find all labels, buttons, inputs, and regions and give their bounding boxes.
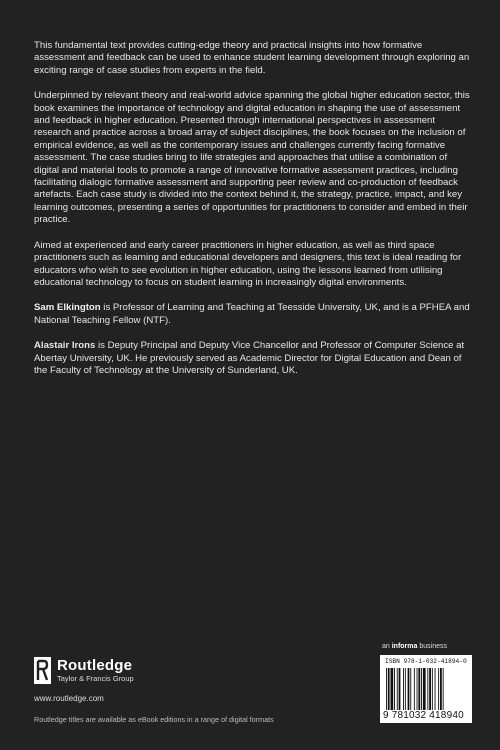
author-bio-text-2: is Deputy Principal and Deputy Vice Chancellor and Professor of Computer Science at Abertay University, UK. He previously served as Academic Director for Digital Education and Dean of the Faculty of Technology at the University of Sunderland, UK. [34,340,465,376]
blurb-paragraph-1: This fundamental text provides cutting-edge theory and practical insights into how formative assessment and feedback can be used to enhance student learning development through exploring an exciting range of case studies from experts in the field. [34,40,470,76]
barcode-icon [386,668,466,710]
author-bio-1 [34,302,470,327]
informa-business-label: an informa business [382,643,447,650]
back-cover-text [34,40,470,390]
routledge-logo-icon [34,657,51,684]
author-name-2: Alastair Irons [34,340,96,352]
publisher-name: Routledge [57,657,133,674]
isbn-number: ISBN 978-1-032-41894-0 [385,658,467,665]
publisher-website: www.routledge.com [34,694,104,703]
blurb-paragraph-2: Underpinned by relevant theory and real-world advice spanning the global higher education sector, this book examines the importance of technology and digital education in shaping the use of assessment and feedback in higher education. Presented through international perspectives in assessment research and practice across a broad array of subject disciplines, the book focuses on the inclusion of empirical evidence, as well as the contemporary issues and challenges currently facing formative assessment. The case studies bring to life strategies and approaches that utilise a combination of digital and material tools to promote a range of innovative formative assessment practices, including facilitating dialogic formative assessment and supporting peer review and co-production of feedback artefacts. Each case study is divided into the context behind it, the strategy, practice, impact, and key learning outcomes, presenting a series of opportunities for practitioners to consider and embed in their practice. [34,90,470,226]
blurb-paragraph-3: Aimed at experienced and early career practitioners in higher education, as well as third space practitioners such as learning and educational developers and designers, this text is ideal reading for educators who wish to see evolution in higher education, using the lessons learned from utilising educational technology to focus on student learning in increasingly digital environments. [34,239,462,288]
author-bio-2 [34,340,470,377]
publisher-group: Taylor & Francis Group [57,674,134,683]
barcode-digits: 9 781032 418940 [383,710,464,721]
author-name-1: Sam Elkington [34,302,101,314]
author-bio-text-1: is Professor of Learning and Teaching at Teesside University, UK, and is a PFHEA and National Teaching Fellow (NTF). [34,302,470,326]
isbn-barcode [380,655,472,723]
publisher-logo [34,657,234,684]
ebook-note: Routledge titles are available as eBook editions in a range of digital formats [34,715,274,724]
